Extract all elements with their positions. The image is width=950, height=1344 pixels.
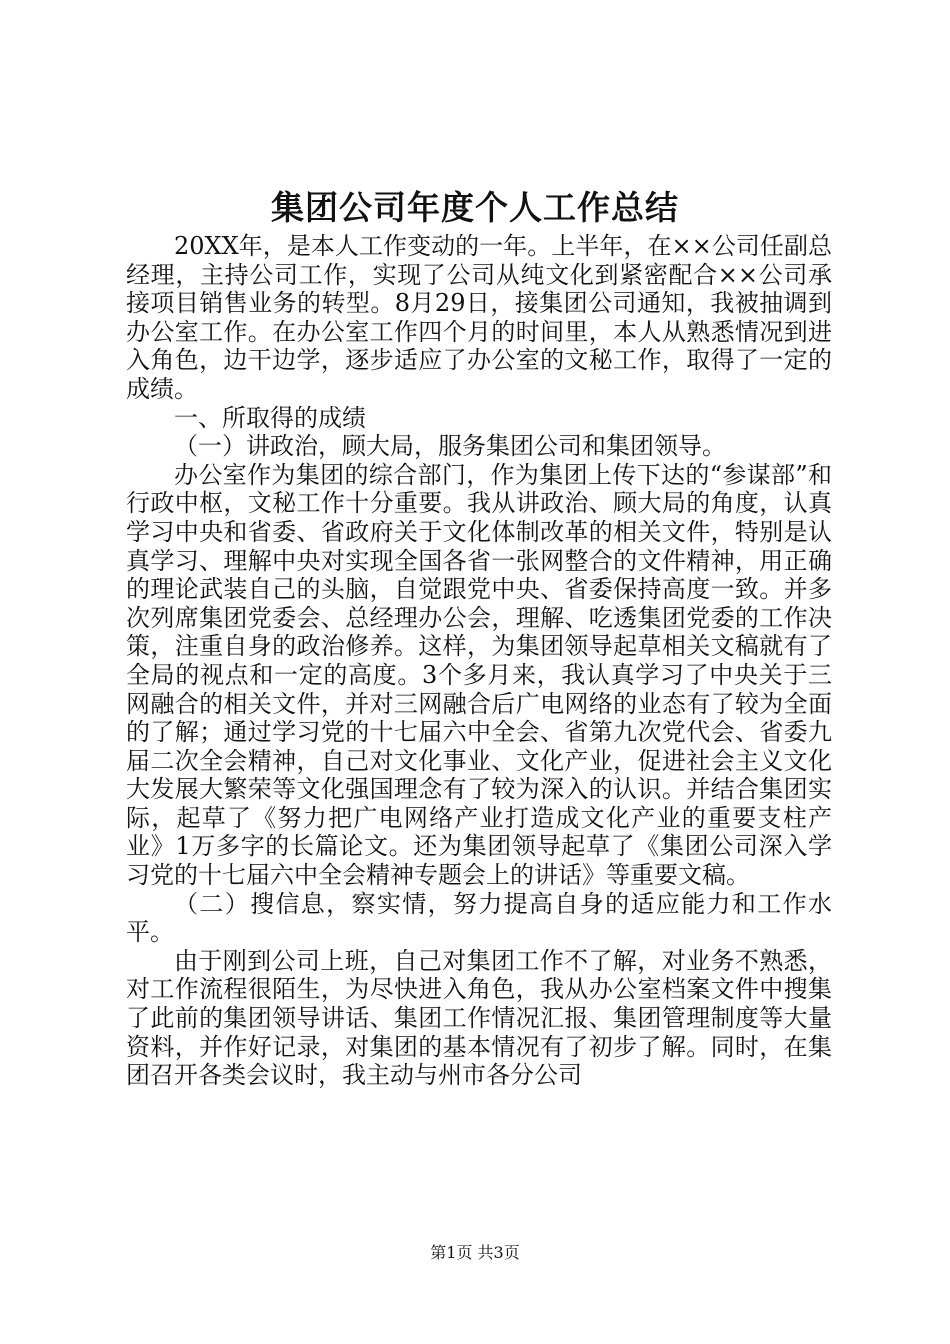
document-body (126, 232, 832, 1090)
paragraph-office-role: 办公室作为集团的综合部门，作为集团上传下达的“参谋部”和行政中枢，文秘工作十分重要。我从讲政治、顾大局的角度，认真学习中央和省委、省政府关于文化体制改革的相关文件，特别是认真学习、理解中央对实现全国各省一张网整合的文件精神，用正确的理论武装自己的头脑，自觉跟党中央、省委保持高度一致。并多次列席集团党委会、总经理办公会，理解、吃透集团党委的工作决策，注重自身的政治修养。这样，为集团领导起草相关文稿就有了全局的视点和一定的高度。3个多月来，我认真学习了中央关于三网融合的相关文件，并对三网融合后广电网络的业态有了较为全面的了解；通过学习党的十七届六中全会、省第九次党代会、省委九届二次全会精神，自己对文化事业、文化产业，促进社会主义文化大发展大繁荣等文化强国理念有了较为深入的认识。并结合集团实际，起草了《努力把广电网络产业打造成文化产业的重要支柱产业》1万多字的长篇论文。还为集团领导起草了《集团公司深入学习党的十七届六中全会精神专题会上的讲话》等重要文稿。 (126, 460, 832, 890)
document-title: 集团公司年度个人工作总结 (271, 188, 679, 227)
paragraph-intro: 20XX年，是本人工作变动的一年。上半年，在××公司任副总经理，主持公司工作，实现了公司从纯文化到紧密配合××公司承接项目销售业务的转型。8月29日，接集团公司通知，我被抽调到办公室工作。在办公室工作四个月的时间里，本人从熟悉情况到进入角色，边干边学，逐步适应了办公室的文秘工作，取得了一定的成绩。 (126, 232, 832, 403)
paragraph-adaptation: 由于刚到公司上班，自己对集团工作不了解，对业务不熟悉，对工作流程很陌生，为尽快进入角色，我从办公室档案文件中搜集了此前的集团领导讲话、集团工作情况汇报、集团管理制度等大量资料，并作好记录，对集团的基本情况有了初步了解。同时，在集团召开各类会议时，我主动与州市各分公司 (126, 946, 832, 1090)
section-heading-achievements: 一、所取得的成绩 (174, 403, 366, 432)
subsection-heading-1: （一）讲政治，顾大局，服务集团公司和集团领导。 (174, 432, 726, 461)
page-footer: 第1页 共3页 (430, 1243, 520, 1262)
subsection-heading-2: （二）搜信息，察实情，努力提高自身的适应能力和工作水平。 (126, 889, 832, 947)
